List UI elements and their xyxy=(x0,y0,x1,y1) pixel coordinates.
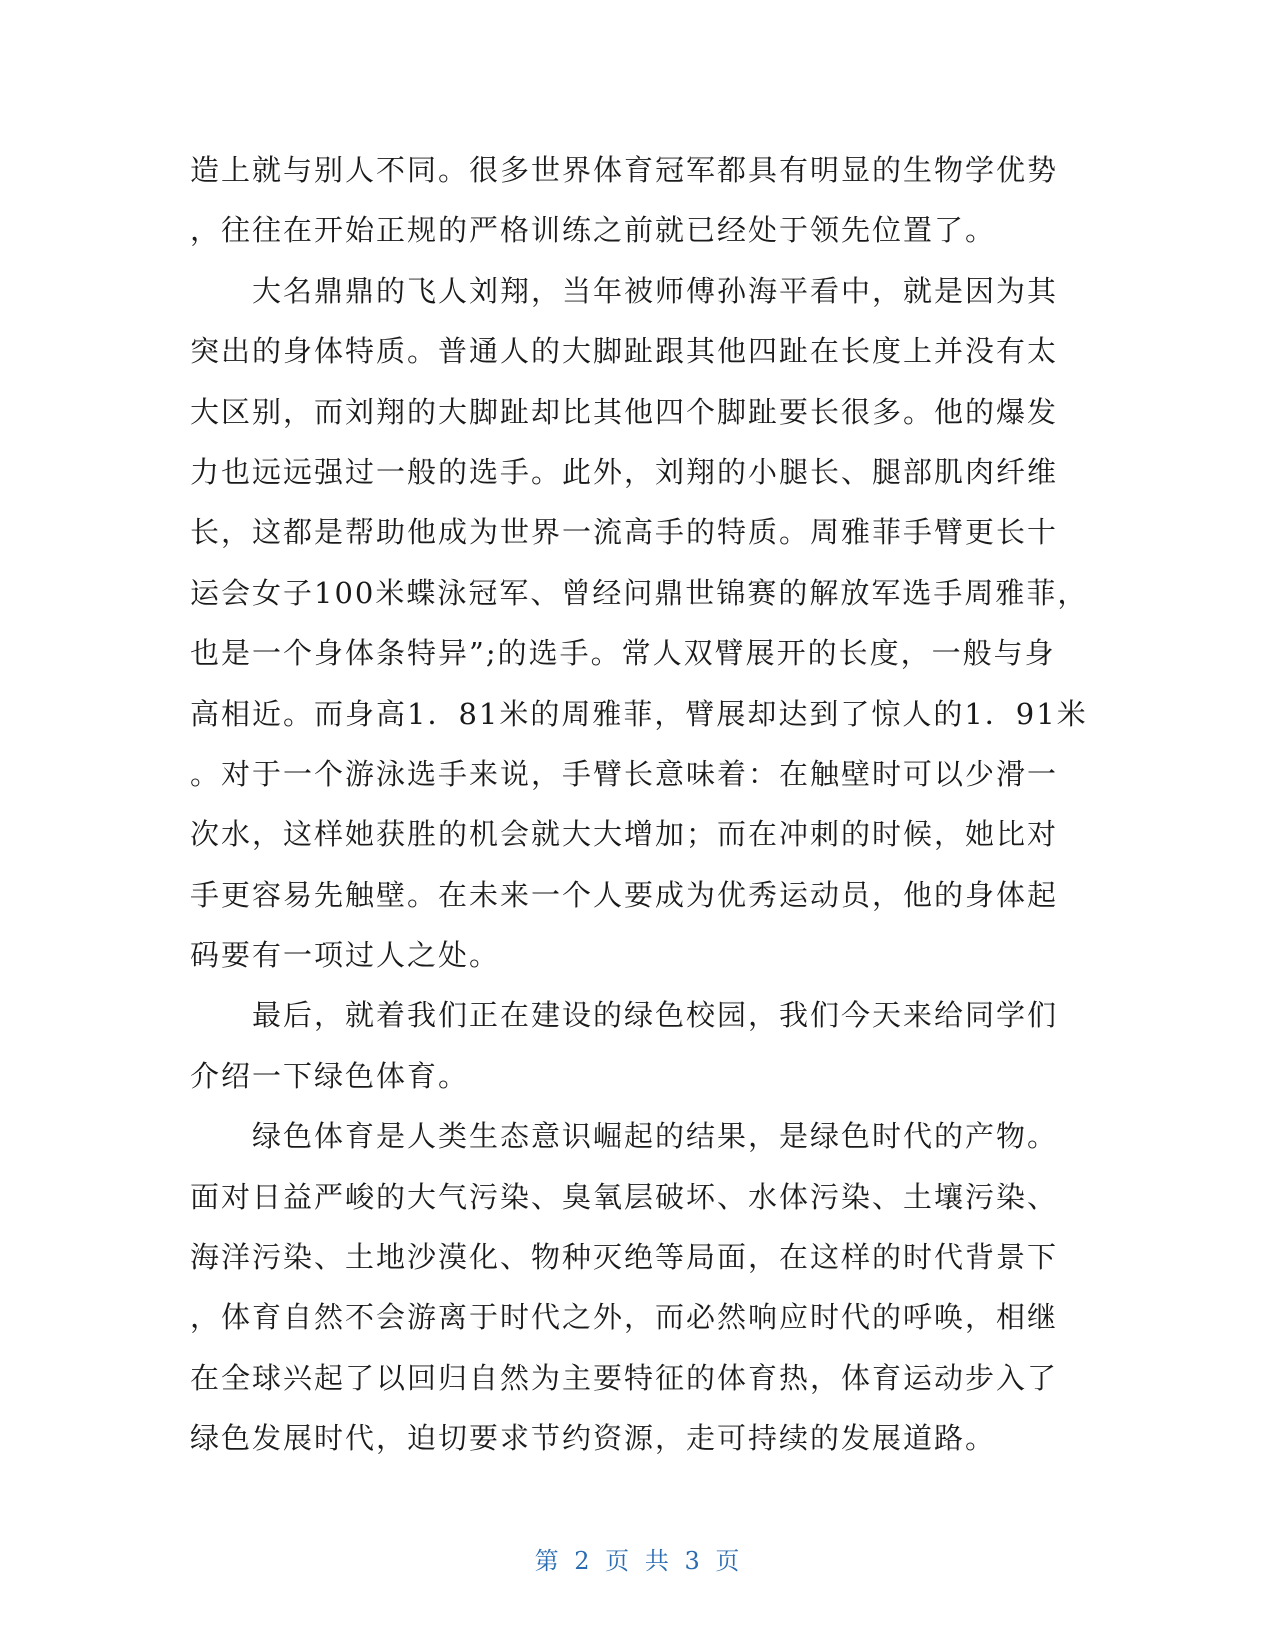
text-line: 面对日益严峻的大气污染、臭氧层破坏、水体污染、土壤污染、 xyxy=(190,1179,1059,1214)
text-line: 也是一个身体条特异”;的选手。常人双臂展开的长度，一般与身 xyxy=(190,636,1056,671)
text-line: ，往往在开始正规的严格训练之前就已经处于领先位置了。 xyxy=(190,213,997,248)
text-line: 在全球兴起了以回归自然为主要特征的体育热，体育运动步入了 xyxy=(190,1360,1059,1395)
text-line: 海洋污染、土地沙漠化、物种灭绝等局面，在这样的时代背景下 xyxy=(190,1240,1059,1275)
paragraph-start-line: 最后，就着我们正在建设的绿色校园，我们今天来给同学们 xyxy=(252,998,1059,1033)
document-body xyxy=(190,140,1089,1469)
paragraph-start-line: 绿色体育是人类生态意识崛起的结果，是绿色时代的产物。 xyxy=(252,1119,1059,1154)
text-line: 长，这都是帮助他成为世界一流高手的特质。周雅菲手臂更长十 xyxy=(190,515,1059,550)
footer-total-pages: 3 xyxy=(684,1547,701,1575)
text-line: 次水，这样她获胜的机会就大大增加；而在冲刺的时候，她比对 xyxy=(190,817,1059,852)
footer-current-page: 2 xyxy=(574,1547,591,1575)
paragraph-start-line: 大名鼎鼎的飞人刘翔，当年被师傅孙海平看中，就是因为其 xyxy=(252,273,1059,308)
text-line: 绿色发展时代，迫切要求节约资源，走可持续的发展道路。 xyxy=(190,1421,997,1456)
text-line: 大区别，而刘翔的大脚趾却比其他四个脚趾要长很多。他的爆发 xyxy=(190,394,1059,429)
text-line: 运会女子100米蝶泳冠军、曾经问鼎世锦赛的解放军选手周雅菲， xyxy=(190,575,1089,610)
page-footer xyxy=(0,1541,1275,1576)
text-line: 高相近。而身高1．81米的周雅菲，臂展却达到了惊人的1．91米 xyxy=(190,696,1088,731)
text-line: 。对于一个游泳选手来说，手臂长意味着：在触壁时可以少滑一 xyxy=(190,756,1059,791)
text-line: ，体育自然不会游离于时代之外，而必然响应时代的呼唤，相继 xyxy=(190,1300,1059,1335)
footer-prefix: 第 xyxy=(534,1547,560,1575)
text-line: 介绍一下绿色体育。 xyxy=(190,1058,470,1093)
footer-page-word: 页 xyxy=(605,1547,631,1575)
footer-suffix: 页 xyxy=(715,1547,741,1575)
text-line: 造上就与别人不同。很多世界体育冠军都具有明显的生物学优势 xyxy=(190,153,1059,187)
text-line: 码要有一项过人之处。 xyxy=(190,938,501,973)
text-line: 力也远远强过一般的选手。此外，刘翔的小腿长、腿部肌肉纤维 xyxy=(190,454,1059,489)
text-line: 突出的身体特质。普通人的大脚趾跟其他四趾在长度上并没有太 xyxy=(190,334,1059,369)
text-line: 手更容易先触壁。在未来一个人要成为优秀运动员，他的身体起 xyxy=(190,877,1059,912)
footer-total-word: 共 xyxy=(644,1547,670,1575)
